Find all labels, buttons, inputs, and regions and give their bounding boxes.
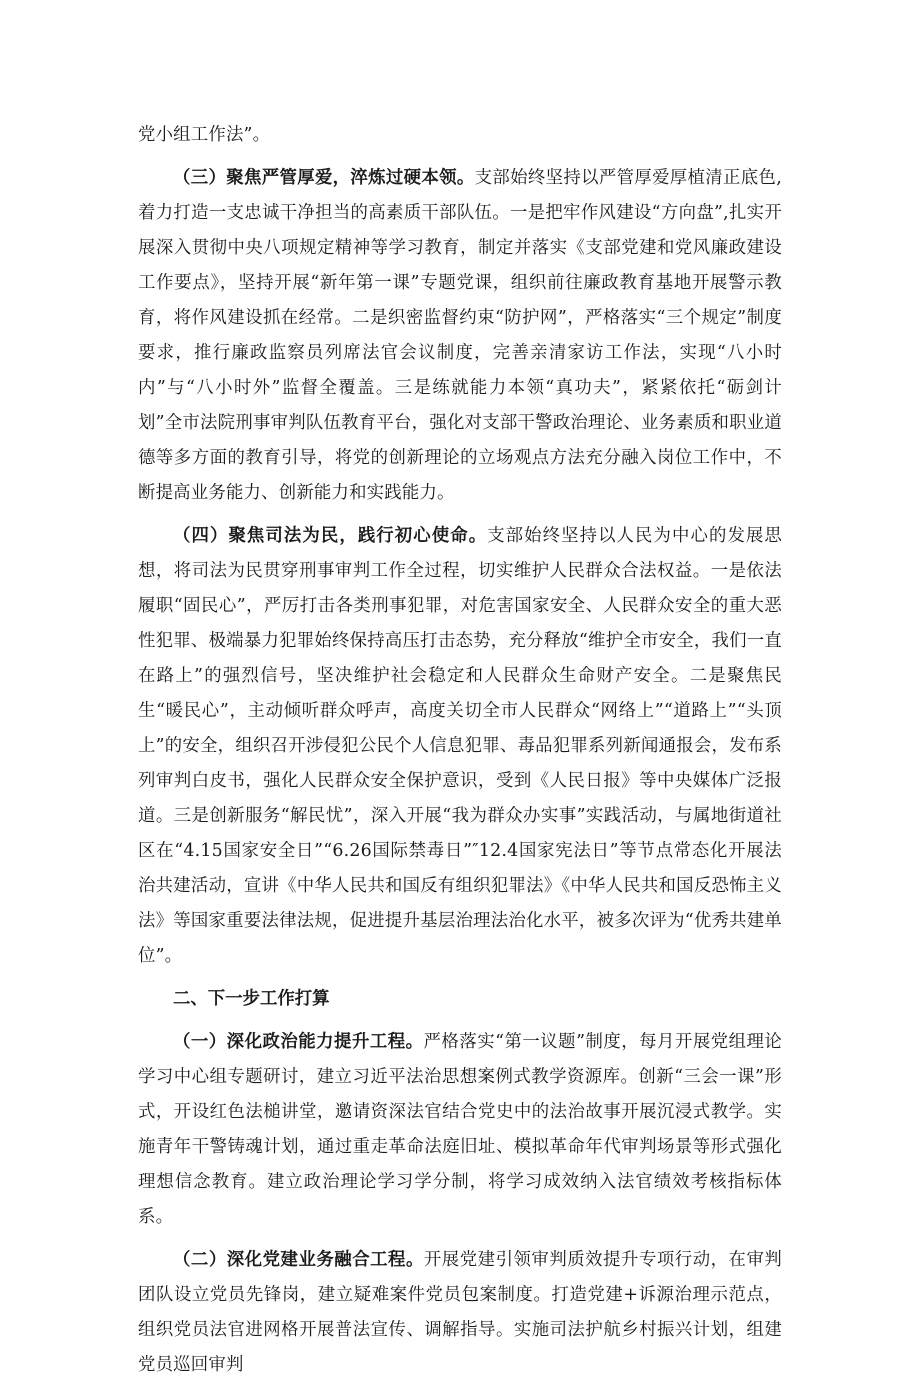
paragraph-text: 开展党建引领审判质效提升专项行动，在审判团队设立党员先锋岗，建立疑难案件党员包案制度。打造党建+诉源治理示范点，组织党员法官进网格开展普法宣传、调解指导。实施司法护航乡村振兴计划，组建党员巡回审判 — [138, 1250, 782, 1375]
paragraph-text: 严格落实“第一议题”制度，每月开展党组理论学习中心组专题研讨，建立习近平法治思想案例式教学资源库。创新“三会一课”形式，开设红色法槌讲堂，邀请资深法官结合党史中的法治故事开展沉浸式教学。实施青年干警铸魂计划，通过重走革命法庭旧址、模拟革命年代审判场景等形式强化理想信念教育。建立政治理论学习学分制，将学习成效纳入法官绩效考核指标体系。 — [138, 1032, 783, 1227]
section-heading-next-steps: 二、下一步工作打算 — [173, 989, 330, 1009]
paragraph-political-capacity — [138, 1025, 782, 1235]
paragraph-strict-discipline — [138, 161, 782, 511]
paragraph-party-business-integration — [138, 1243, 782, 1383]
paragraph-justice-for-people — [138, 519, 782, 974]
paragraph-lead: （四）聚焦司法为民，践行初心使命。 — [173, 526, 488, 546]
paragraph-lead: （一）深化政治能力提升工程。 — [173, 1032, 424, 1052]
paragraph-lead: （二）深化党建业务融合工程。 — [173, 1250, 424, 1270]
paragraph-text: 支部始终坚持以人民为中心的发展思想，将司法为民贯穿刑事审判工作全过程，切实维护人民群众合法权益。一是依法履职“固民心”，严厉打击各类刑事犯罪，对危害国家安全、人民群众安全的重大恶性犯罪、极端暴力犯罪始终保持高压打击态势，充分释放“维护全市安全，我们一直在路上”的强烈信号，坚决维护社会稳定和人民群众生命财产安全。二是聚焦民生“暖民心”，主动倾听群众呼声，高度关切全市人民群众“网络上”“道路上”“头顶上”的安全，组织召开涉侵犯公民个人信息犯罪、毒品犯罪系列新闻通报会，发布系列审判白皮书，强化人民群众安全保护意识，受到《人民日报》等中央媒体广泛报道。三是创新服务“解民忧”，深入开展“我为群众办实事”实践活动，与属地街道社区在“4.15国家安全日”“6.26国际禁毒日”″12.4国家宪法日”等节点常态化开展法治共建活动，宣讲《中华人民共和国反有组织犯罪法》《中华人民共和国反恐怖主义法》等国家重要法律法规，促进提升基层治理法治化水平，被多次评为“优秀共建单位”。 — [138, 526, 782, 966]
paragraph-continuation — [138, 118, 782, 153]
paragraph-text: 党小组工作法”。 — [138, 125, 271, 145]
paragraph-text: 支部始终坚持以严管厚爱厚植清正底色,着力打造一支忠诚干净担当的高素质干部队伍。一是把牢作风建设“方向盘”,扎实开展深入贯彻中央八项规定精神等学习教育，制定并落实《支部党建和党风廉政建设工作要点》，坚持开展“新年第一课”专题党课，组织前往廉政教育基地开展警示教育，将作风建设抓在经常。二是织密监督约束“防护网”，严格落实“三个规定”制度要求，推行廉政监察员列席法官会议制度，完善亲清家访工作法，实现“八小时内”与“八小时外”监督全覆盖。三是练就能力本领“真功夫”，紧紧依托“砺剑计划”全市法院刑事审判队伍教育平台，强化对支部干警政治理论、业务素质和职业道德等多方面的教育引导，将党的创新理论的立场观点方法充分融入岗位工作中，不断提高业务能力、创新能力和实践能力。 — [138, 168, 782, 503]
paragraph-lead: （三）聚焦严管厚爱，淬炼过硬本领。 — [173, 168, 475, 188]
